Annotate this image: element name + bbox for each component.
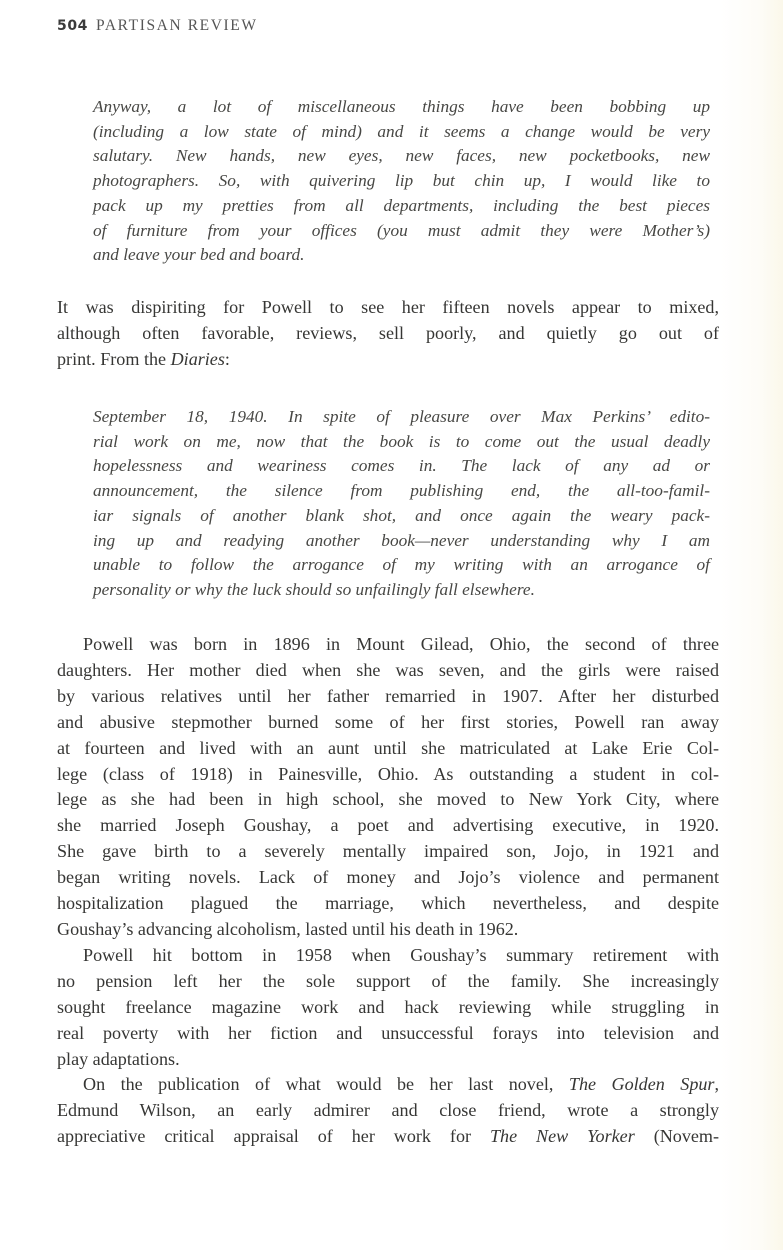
diaries-title: Diaries [170, 348, 225, 369]
body-line: play adaptations. [57, 1048, 180, 1069]
journal-title: PARTISAN REVIEW [96, 17, 258, 34]
block-quote-diary [93, 405, 710, 603]
body-line: she married Joseph Goushay, a poet and advertising executive, in 1920. [57, 815, 719, 836]
body-text: (Novem- [634, 1126, 720, 1147]
body-line: It was dispiriting for Powell to see her fifteen novels appear to mixed, [57, 297, 719, 317]
quote-line: of furniture from your offices (you must admit they were Mother’s) [93, 220, 710, 240]
block-quote-letter [93, 95, 710, 268]
body-line: no pension left her the sole support of the family. She increasingly [57, 970, 719, 991]
body-line: Powell hit bottom in 1958 when Goushay’s summary retirement with [83, 944, 719, 965]
running-head [57, 17, 258, 35]
body-line [57, 347, 719, 373]
body-line: began writing novels. Lack of money and Jojo’s violence and permanent [57, 867, 719, 888]
quote-line: pack up my pretties from all departments, including the best pieces [93, 195, 710, 215]
body-text: On the publication of what would be her last novel, [83, 1074, 569, 1095]
paragraph-golden-spur [57, 1072, 719, 1150]
quote-line: and leave your bed and board. [93, 245, 305, 265]
quote-line: personality or why the luck should so unfailingly fall elsewhere. [93, 579, 535, 599]
body-line: and abusive stepmother burned some of her first stories, Powell ran away [57, 711, 719, 732]
body-text: : [224, 348, 230, 369]
quote-line: ing up and readying another book—never understanding why I am [93, 530, 710, 550]
paragraph-biography [57, 632, 719, 943]
body-line: at fourteen and lived with an aunt until she matriculated at Lake Erie Col- [57, 737, 719, 758]
body-text: print. From the [57, 348, 171, 369]
quote-line: rial work on me, now that the book is to come out the usual deadly [93, 431, 710, 451]
quote-line: (including a low state of mind) and it seems a change would be very [93, 121, 710, 141]
quote-line: September 18, 1940. In spite of pleasure over Max Perkins’ edito- [93, 407, 710, 426]
body-line: lege (class of 1918) in Painesville, Ohio. As outstanding a student in col- [57, 763, 719, 784]
body-line: by various relatives until her father remarried in 1907. After her disturbed [57, 685, 719, 706]
quote-line: iar signals of another blank shot, and once again the weary pack- [93, 505, 710, 525]
quote-line: Anyway, a lot of miscellaneous things have been bobbing up [93, 97, 710, 116]
body-line: Powell was born in 1896 in Mount Gilead, Ohio, the second of three [83, 634, 719, 654]
quote-line: photographers. So, with quivering lip but chin up, I would like to [93, 171, 710, 191]
body-line: although often favorable, reviews, sell poorly, and quietly go out of [57, 322, 719, 343]
body-line: lege as she had been in high school, she moved to New York City, where [57, 789, 719, 810]
body-line: She gave birth to a severely mentally impaired son, Jojo, in 1921 and [57, 841, 719, 862]
book-title-golden-spur: The Golden Spur [568, 1074, 715, 1095]
quote-line: hopelessness and weariness comes in. The lack of any ad or [93, 456, 710, 476]
body-line [57, 1124, 719, 1150]
body-line: hospitalization plagued the marriage, which nevertheless, and despite [57, 893, 719, 914]
body-line: sought freelance magazine work and hack reviewing while struggling in [57, 996, 719, 1017]
body-text-continued [57, 632, 719, 1150]
body-line: Goushay’s advancing alcoholism, lasted until his death in 1962. [57, 918, 519, 939]
body-line: daughters. Her mother died when she was seven, and the girls were raised [57, 659, 719, 680]
paragraph-dispiriting [57, 295, 719, 373]
quote-line: unable to follow the arrogance of my writing with an arrogance of [93, 555, 710, 575]
quote-line: announcement, the silence from publishing end, the all-too-famil- [93, 481, 710, 501]
quote-line: salutary. New hands, new eyes, new faces, new pocketbooks, new [93, 146, 710, 166]
body-line [57, 1072, 719, 1098]
magazine-title-new-yorker: The New Yorker [489, 1126, 635, 1147]
body-text: , [714, 1074, 719, 1095]
body-line: Edmund Wilson, an early admirer and close friend, wrote a strongly [57, 1100, 719, 1121]
paragraph-hit-bottom [57, 943, 719, 1073]
page-number: 504 [57, 18, 89, 34]
body-text: appreciative critical appraisal of her work for [57, 1126, 490, 1147]
body-line: real poverty with her fiction and unsuccessful forays into television and [57, 1022, 719, 1043]
